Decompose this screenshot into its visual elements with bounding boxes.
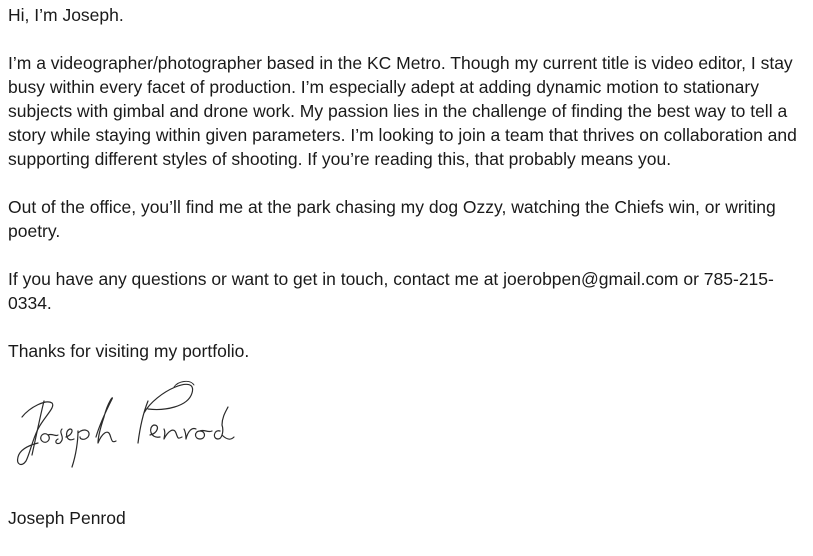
signature-image — [8, 377, 248, 475]
thanks-paragraph: Thanks for visiting my portfolio. — [8, 341, 250, 361]
contact-paragraph: If you have any questions or want to get in touch, contact me at joerobpen@gmail.com or 785-215-0334. — [8, 269, 774, 313]
greeting: Hi, I’m Joseph. — [8, 5, 124, 25]
bio-letter — [8, 3, 808, 475]
hobbies-paragraph: Out of the office, you’ll find me at the park chasing my dog Ozzy, watching the Chiefs win, or writing poetry. — [8, 197, 776, 241]
author-name: Joseph Penrod — [8, 508, 126, 528]
intro-paragraph: I’m a videographer/photographer based in the KC Metro. Though my current title is video editor, I stay busy within every facet of production. I’m especially adept at adding dynamic motion to stationary subjects with gimbal and drone work. My passion lies in the challenge of finding the best way to tell a story while staying within given parameters. I’m looking to join a team that thrives on collaboration and supporting different styles of shooting. If you’re reading this, that probably means you. — [8, 53, 797, 169]
